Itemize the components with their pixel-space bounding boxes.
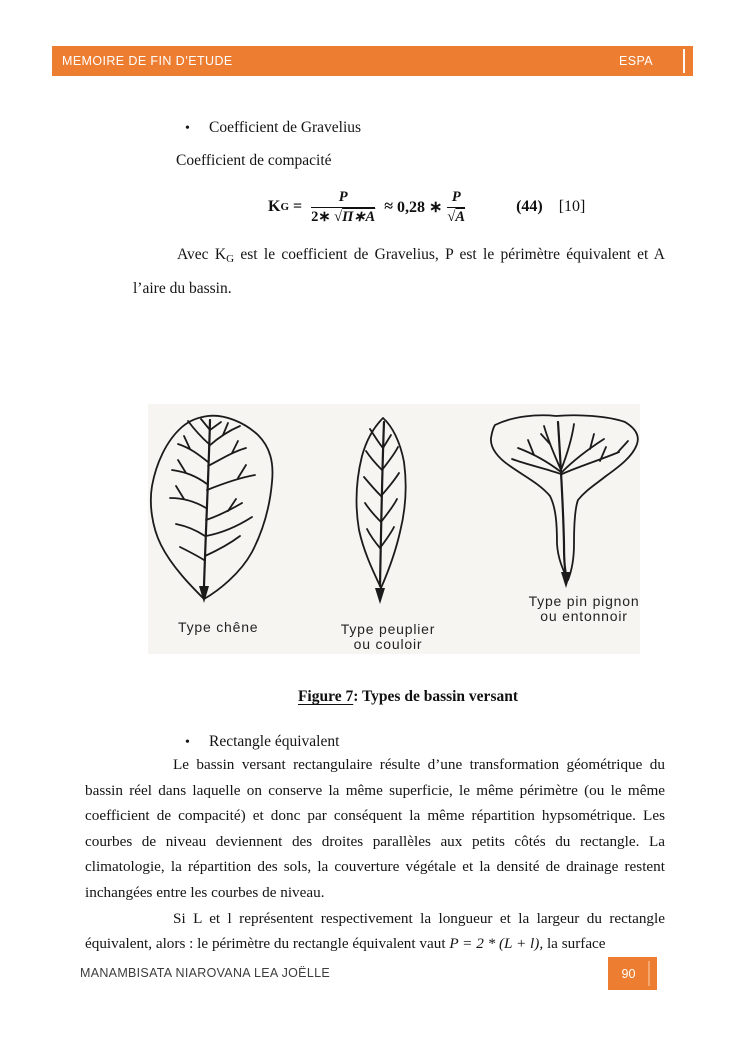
paragraph-rectangle-equivalent: Le bassin versant rectangulaire résulte d’une transformation géométrique du bassin réel dans laquelle on conserve la même superficie, le même périmètre (ou le même coefficient de compacité) et donc par conséquent la même répartition hypsométrique. Les courbes de niveau deviennent des droites parallèles aux petits côtés du rectangle. La climatologie, la répartition des sols, la couverture végétale et la densité de drainage restent inchangées entre les courbes de niveau.	[85, 756, 665, 901]
header-title: MEMOIRE DE FIN D’ETUDE	[62, 54, 233, 68]
fraction1-denominator	[311, 208, 375, 226]
formula-fraction-1	[311, 189, 375, 225]
leaf-peuplier-drawing	[357, 418, 406, 604]
figure-caption-number: Figure 7	[297, 688, 354, 705]
paragraph-avec-pre: Avec K	[177, 246, 227, 263]
citation-reference: [10]	[558, 198, 586, 215]
paragraph-si-pre: Si L et l représentent respectivement la longueur et la largeur du rectangle équivalent, alors : le périmètre du rectangle équivalent vaut	[85, 909, 665, 953]
fraction2-denominator	[447, 208, 465, 226]
leaf-peuplier-label-line2: ou couloir	[353, 636, 423, 652]
paragraph-si-post: la surface	[543, 935, 606, 953]
bullet-icon: •	[185, 121, 190, 136]
body-paragraphs	[85, 752, 665, 957]
header-divider	[683, 49, 685, 73]
leaf-pin-pignon-label-line2: ou entonnoir	[540, 608, 628, 624]
leaf-chene-label: Type chêne	[178, 619, 259, 635]
footer-author: MANAMBISATA NIAROVANA LEA JOËLLE	[80, 966, 330, 980]
gravelius-formula	[268, 184, 585, 230]
fraction1-numerator: P	[311, 189, 375, 208]
fraction2-den-prefix: √	[447, 208, 456, 225]
bullet-item-rectangle	[185, 733, 339, 751]
bullet-item-gravelius	[185, 119, 361, 137]
paragraph-si-formula: P = 2 * (L + l),	[449, 935, 544, 953]
formula-k-subscript: G	[280, 201, 290, 213]
paragraph-avec-subscript: G	[226, 253, 235, 265]
compacite-label: Coefficient de compacité	[176, 152, 332, 169]
formula-coefficient: 0,28 ∗	[397, 199, 443, 216]
page-number-badge	[608, 957, 657, 990]
basin-types-drawing	[148, 404, 640, 654]
fraction2-numerator: P	[447, 189, 465, 208]
leaf-peuplier-label-line1: Type peuplier	[340, 621, 436, 637]
fraction2-radicand: A	[455, 208, 466, 225]
bullet-item-label: Coefficient de Gravelius	[209, 119, 362, 136]
paragraph-si-l	[85, 906, 665, 957]
basin-types-figure	[148, 404, 640, 654]
bullet-icon: •	[185, 735, 190, 750]
fraction1-radicand: Π∗A	[342, 208, 376, 225]
header-institution: ESPA	[618, 54, 653, 68]
equation-number: (44)	[516, 198, 543, 215]
figure-caption	[85, 688, 665, 706]
paragraph-avec	[133, 240, 665, 304]
leaf-chene-drawing	[151, 416, 273, 603]
leaf-pin-pignon-drawing	[491, 415, 638, 588]
bullet-item-label: Rectangle équivalent	[209, 733, 340, 750]
formula-approx: ≈	[384, 198, 394, 215]
badge-divider	[648, 961, 650, 986]
fraction1-den-prefix: 2∗ √	[311, 208, 343, 225]
figure-caption-text: : Types de bassin versant	[353, 688, 519, 705]
formula-fraction-2	[447, 189, 465, 225]
formula-equals: =	[293, 198, 303, 215]
page-header	[52, 46, 693, 76]
paragraph-avec-post: est le coefficient de Gravelius, P est le périmètre équivalent et A l’aire du bassin.	[133, 246, 666, 297]
page-number: 90	[621, 966, 636, 981]
formula-k: K	[268, 198, 281, 215]
leaf-pin-pignon-label-line1: Type pin pignon	[528, 593, 640, 609]
